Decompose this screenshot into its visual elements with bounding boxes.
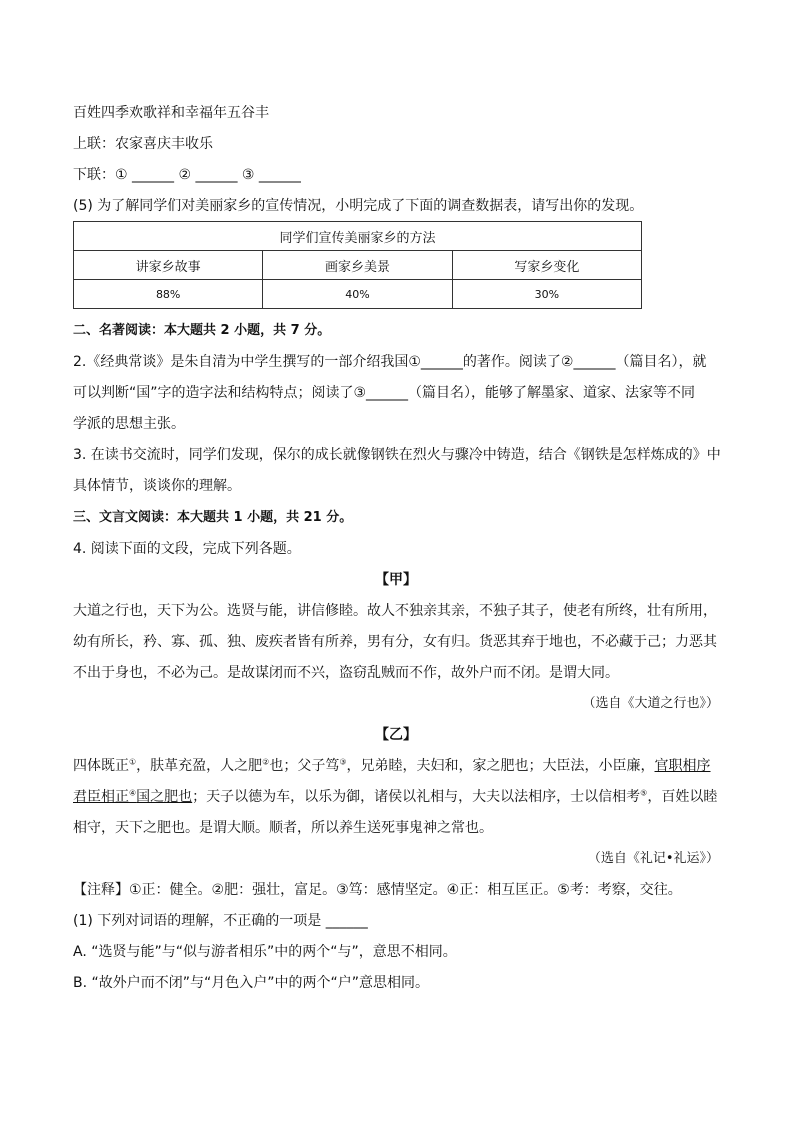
survey-table-title: 同学们宣传美丽家乡的方法 [74, 222, 642, 251]
section-heading: 二、名著阅读：本大题共 2 小题，共 7 分。 [73, 323, 331, 338]
lower-couplet-blanks: 下联：① ______ ② ______ ③ ______ [73, 167, 301, 183]
footnote-mark: ① [129, 757, 137, 767]
question-2-line: 可以判断“国”字的造字法和结构特点；阅读了③______（篇目名），能够了解墨家、道家、法家等不同 [73, 385, 696, 401]
table-value-cell: 30% [452, 280, 641, 309]
question-3-line: 3. 在读书交流时，同学们发现，保尔的成长就像钢铁在烈火与骤冷中铸造，结合《钢铁是怎样炼成的》中 [73, 447, 721, 463]
passage-yi-line: 君臣相正④国之肥也；天子以德为车，以乐为御，诸侯以礼相与，大夫以法相序，士以信相考⑤，百姓以睦 [73, 788, 718, 805]
footnote-mark: ② [262, 757, 270, 767]
underlined-phrase: 官职相序 [654, 758, 711, 774]
footnote-mark: ③ [339, 757, 347, 767]
passage-yi-source: （选自《礼记•礼运》） [587, 851, 719, 866]
table-header-cell: 画家乡美景 [263, 251, 452, 280]
question-2-line: 2.《经典常谈》是朱自清为中学生撰写的一部介绍我国①______的著作。阅读了②______（篇目名），就 [73, 354, 707, 370]
question-3-line: 具体情节，谈谈你的理解。 [73, 478, 241, 494]
question-2-line: 学派的思想主张。 [73, 416, 185, 432]
table-value-cell: 88% [74, 280, 263, 309]
table-row [74, 251, 642, 280]
sub-question-1: (1) 下列对词语的理解，不正确的一项是 ______ [73, 913, 368, 929]
couplet-line: 百姓四季欢歌祥和幸福年五谷丰 [73, 105, 269, 121]
passage-yi-line: 相守，天下之肥也。是谓大顺。顺者，所以养生送死事鬼神之常也。 [73, 820, 493, 836]
passage-jia-line: 不出于身也，不必为己。是故谋闭而不兴，盗窃乱贼而不作，故外户而不闭。是谓大同。 [73, 665, 619, 681]
section-heading: 三、文言文阅读：本大题共 1 小题，共 21 分。 [73, 510, 353, 525]
table-header-cell: 讲家乡故事 [74, 251, 263, 280]
passage-jia-source: （选自《大道之行也》） [582, 696, 719, 711]
passage-jia-line: 大道之行也，天下为公。选贤与能，讲信修睦。故人不独亲其亲，不独子其子，使老有所终，壮有所用， [73, 603, 717, 619]
question-4: 4. 阅读下面的文段，完成下列各题。 [73, 541, 301, 557]
option-b: B. “故外户而不闭”与“月色入户”中的两个“户”意思相同。 [73, 975, 430, 991]
survey-table [73, 221, 642, 309]
table-value-cell: 40% [263, 280, 452, 309]
option-a: A. “选贤与能”与“似与游者相乐”中的两个“与”，意思不相同。 [73, 944, 457, 960]
question-5: (5) 为了解同学们对美丽家乡的宣传情况，小明完成了下面的调查数据表，请写出你的发现。 [73, 198, 644, 214]
underlined-phrase: 君臣相正④国之肥也 [73, 788, 193, 805]
passage-yi-line: 四体既正①，肤革充盈，人之肥②也；父子笃③，兄弟睦，夫妇和，家之肥也；大臣法，小臣廉，官职相序 [73, 757, 711, 774]
upper-couplet: 上联：农家喜庆丰收乐 [73, 136, 213, 152]
passage-yi-title: 【乙】 [375, 727, 417, 743]
table-header-cell: 写家乡变化 [452, 251, 641, 280]
table-row [74, 280, 642, 309]
annotation-notes: 【注释】①正：健全。②肥：强壮，富足。③笃：感情坚定。④正：相互匡正。⑤考：考察，交往。 [73, 882, 682, 898]
passage-jia-line: 幼有所长，矜、寡、孤、独、废疾者皆有所养，男有分，女有归。货恶其弃于地也，不必藏于己；力恶其 [73, 634, 717, 650]
passage-jia-title: 【甲】 [375, 572, 417, 588]
footnote-mark: ⑤ [640, 788, 648, 798]
